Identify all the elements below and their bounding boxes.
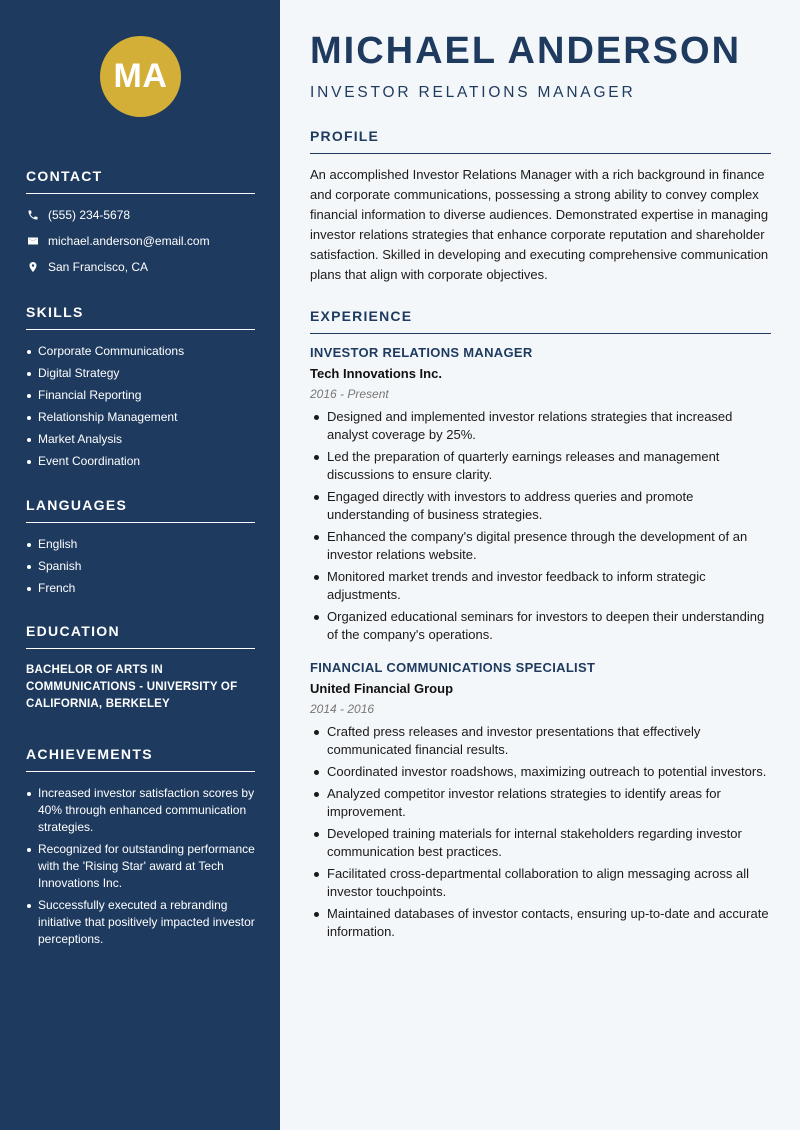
email-icon <box>26 234 40 248</box>
profile-heading: PROFILE <box>310 128 771 154</box>
list-item: Facilitated cross-departmental collaboration to align messaging across all investor touchpoints. <box>310 865 771 901</box>
languages-list <box>26 536 255 597</box>
list-item: Designed and implemented investor relations strategies that increased analyst coverage by 25%. <box>310 408 771 444</box>
languages-heading: LANGUAGES <box>26 497 255 523</box>
list-item: Coordinated investor roadshows, maximizing outreach to potential investors. <box>310 763 771 781</box>
contact-section <box>26 168 255 285</box>
contact-phone <box>26 207 255 223</box>
achievements-list <box>26 785 255 948</box>
list-item: Corporate Communications <box>26 343 255 360</box>
contact-location <box>26 259 255 275</box>
list-item: Digital Strategy <box>26 365 255 382</box>
list-item: Enhanced the company's digital presence through the development of an investor relations website. <box>310 528 771 564</box>
list-item: French <box>26 580 255 597</box>
location-text: San Francisco, CA <box>48 260 149 274</box>
profile-section <box>310 128 771 285</box>
sidebar <box>0 0 280 1130</box>
contact-email <box>26 233 255 249</box>
list-item: Led the preparation of quarterly earnings releases and management discussions to ensure clarity. <box>310 448 771 484</box>
list-item: Engaged directly with investors to address queries and promote understanding of business strategies. <box>310 488 771 524</box>
candidate-name: MICHAEL ANDERSON <box>310 30 742 72</box>
education-section <box>26 623 255 713</box>
list-item: Maintained databases of investor contacts, ensuring up-to-date and accurate information. <box>310 905 771 941</box>
profile-text: An accomplished Investor Relations Manager with a rich background in finance and corporate communications, possessing a strong ability to convey complex financial information to diverse audiences. Demonstrated expertise in managing investor relations strategies that enhance corporate reputation and shareholder satisfaction. Skilled in developing and executing comprehensive communication plans that align with corporate objectives. <box>310 167 769 282</box>
list-item: Developed training materials for internal stakeholders regarding investor communication best practices. <box>310 825 771 861</box>
achievements-heading: ACHIEVEMENTS <box>26 746 255 772</box>
candidate-title: INVESTOR RELATIONS MANAGER <box>310 84 636 101</box>
education-degree: BACHELOR OF ARTS IN COMMUNICATIONS - UNIVERSITY OF CALIFORNIA, BERKELEY <box>26 664 238 710</box>
experience-heading: EXPERIENCE <box>310 308 771 334</box>
list-item: Recognized for outstanding performance with the 'Rising Star' award at Tech Innovations Inc. <box>26 841 255 892</box>
experience-entry <box>310 660 771 941</box>
list-item: Event Coordination <box>26 453 255 470</box>
list-item: Crafted press releases and investor presentations that effectively communicated financial results. <box>310 723 771 759</box>
location-pin-icon <box>26 260 40 274</box>
avatar-initials: MA <box>113 57 168 95</box>
job-bullets <box>310 408 771 644</box>
phone-text: (555) 234-5678 <box>48 208 131 222</box>
job-dates: 2014 - 2016 <box>310 702 375 716</box>
job-bullets <box>310 723 771 941</box>
list-item: Successfully executed a rebranding initiative that positively impacted investor perceptions. <box>26 897 255 948</box>
list-item: Analyzed competitor investor relations strategies to identify areas for improvement. <box>310 785 771 821</box>
education-heading: EDUCATION <box>26 623 255 649</box>
experience-section <box>310 308 771 957</box>
list-item: Spanish <box>26 558 255 575</box>
languages-section <box>26 497 255 602</box>
job-role: FINANCIAL COMMUNICATIONS SPECIALIST <box>310 660 596 675</box>
experience-entry <box>310 345 771 644</box>
skills-section <box>26 304 255 475</box>
achievements-section <box>26 746 255 953</box>
list-item: Relationship Management <box>26 409 255 426</box>
list-item: Organized educational seminars for investors to deepen their understanding of the company's operations. <box>310 608 771 644</box>
phone-icon <box>26 208 40 222</box>
job-company: Tech Innovations Inc. <box>310 366 442 381</box>
list-item: English <box>26 536 255 553</box>
email-text: michael.anderson@email.com <box>48 234 210 248</box>
job-company: United Financial Group <box>310 681 454 696</box>
list-item: Increased investor satisfaction scores by 40% through enhanced communication strategies. <box>26 785 255 836</box>
avatar <box>100 36 181 117</box>
list-item: Monitored market trends and investor feedback to inform strategic adjustments. <box>310 568 771 604</box>
skills-list <box>26 343 255 470</box>
contact-heading: CONTACT <box>26 168 255 194</box>
list-item: Market Analysis <box>26 431 255 448</box>
skills-heading: SKILLS <box>26 304 255 330</box>
list-item: Financial Reporting <box>26 387 255 404</box>
job-dates: 2016 - Present <box>310 387 389 401</box>
job-role: INVESTOR RELATIONS MANAGER <box>310 345 533 360</box>
